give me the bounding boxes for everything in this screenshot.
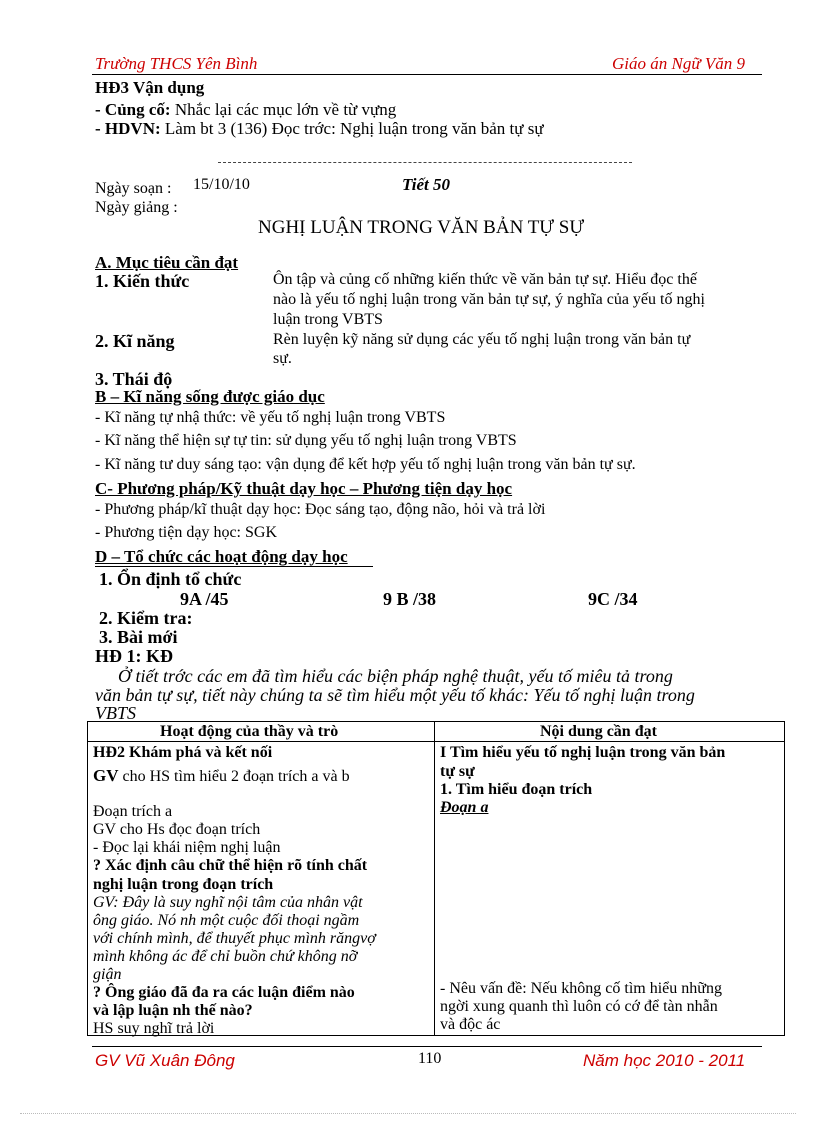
cung-co-line [95,100,396,120]
section-b-item: - Kĩ năng tự nhậ thức: về yếu tố nghị luận trong VBTS [95,409,446,426]
kien-thuc-line1: Ôn tập và củng cố những kiến thức về văn bản tự sự. Hiểu đọc thế [273,271,697,288]
bai-moi-label: 3. Bài mới [99,627,178,647]
gv-note-line: giận [93,966,122,983]
section-c-item: - Phương tiện dạy học: SGK [95,524,278,541]
ngay-soan-label: Ngày soạn : [95,180,172,197]
hdvn-label: - HDVN: [95,119,161,138]
doan-trich-a: Đoạn trích a [93,803,173,820]
ngay-soan-value: 15/10/10 [193,176,250,193]
footer-school-year: Năm học 2010 - 2011 [583,1051,746,1070]
intro-line3: VBTS [95,703,137,723]
section-b-item: - Kĩ năng tư duy sáng tạo: vận dụng để kết hợp yếu tố nghị luận trong văn bản tự sự. [95,456,636,473]
section-c-heading: C- Phương pháp/Kỹ thuật dạy học – Phương tiện dạy học [95,479,513,498]
cung-co-label: - Củng cố: [95,100,171,119]
right-section-line1: I Tìm hiểu yếu tố nghị luận trong văn bản [440,744,726,761]
on-dinh-label: 1. Ổn định tổ chức [99,569,242,589]
right-point-line: - Nêu vấn đề: Nếu không cố tìm hiểu những [440,980,722,997]
table-col1-header: Hoạt động của thầy và trò [160,723,339,740]
page-title: NGHỊ LUẬN TRONG VĂN BẢN TỰ SỰ [258,217,585,238]
tiet-number: Tiết 50 [402,175,450,194]
gv-note-line: mình không ác để chỉ buồn chứ không nỡ [93,948,358,965]
footer-rule [92,1046,762,1047]
ki-nang-line1: Rèn luyện kỹ năng sử dụng các yếu tố nghị luận trong văn bản tự [273,331,691,348]
question2-line2: và lập luận nh thế nào? [93,1002,253,1019]
question2-line1: ? Ông giáo đã đa ra các luận điểm nào [93,984,355,1001]
section-b-heading: B – Kĩ năng sống được giáo dục [95,387,325,406]
doc-lai: - Đọc lại khái niệm nghị luận [93,839,281,856]
right-subheading: 1. Tìm hiểu đoạn trích [440,781,593,798]
gv-instruction [93,766,350,786]
right-section-line2: tự sự [440,763,475,780]
page-number: 110 [418,1050,442,1067]
gv-note-line: ông giáo. Nó nh một cuộc đối thoại ngầm [93,912,360,929]
section-b-item: - Kĩ năng thể hiện sự tự tin: sử dụng yếu tố nghị luận trong VBTS [95,432,517,449]
right-point-line: ngời xung quanh thì luôn có cớ để tàn nhẫn [440,998,718,1015]
right-point-line: và độc ác [440,1016,501,1033]
hd3-heading: HĐ3 Vận dụng [95,78,205,97]
ki-nang-line2: sự. [273,350,292,367]
section-c-item: - Phương pháp/kĩ thuật dạy học: Đọc sáng tạo, động não, hỏi và trả lời [95,501,546,518]
header-school: Trường THCS Yên Bình [95,54,258,73]
thai-do-label: 3. Thái độ [95,369,173,389]
table-col2-header: Nội dung cần đạt [540,723,657,740]
gv-label: GV [93,766,119,785]
gv-read: GV cho Hs đọc đoạn trích [93,821,261,838]
section-a-heading: A. Mục tiêu cần đạt [95,253,239,272]
doan-a-label: Đoạn a [440,799,489,816]
kiem-tra-label: 2. Kiểm tra: [99,608,193,628]
gv-note-line: với chính mình, để thuyết phục mình răngvợ [93,930,376,947]
intro-line1: Ở tiết trớc các em đã tìm hiểu các biện pháp nghệ thuật, yếu tố miêu tả trong [118,666,673,686]
hd1-label: HĐ 1: KĐ [95,646,173,666]
ngay-giang-label: Ngày giảng : [95,199,178,216]
question1-line2: nghị luận trong đoạn trích [93,876,274,893]
class-9c: 9C /34 [588,589,638,609]
page-bottom-dotted [20,1113,796,1114]
ki-nang-label: 2. Kĩ năng [95,331,175,351]
header-rule [92,74,762,75]
hdvn-line [95,119,544,139]
section-d-rule [95,566,373,567]
hs-answer: HS suy nghĩ trả lời [93,1020,215,1037]
table-column-divider [434,722,435,1035]
kien-thuc-line2: nào là yếu tố nghị luận trong văn bản tự sự, ý nghĩa của yếu tố nghị [273,291,705,308]
hdvn-text: Làm bt 3 (136) Đọc trớc: Nghị luận trong văn bản tự sự [160,119,544,138]
class-9a: 9A /45 [180,589,229,609]
header-subject: Giáo án Ngữ Văn 9 [612,54,745,73]
kien-thuc-label: 1. Kiến thức [95,271,190,291]
kien-thuc-line3: luận trong VBTS [273,311,383,328]
hd2-heading: HĐ2 Khám phá và kết nối [93,744,273,761]
cung-co-text: Nhắc lại các mục lớn về từ vựng [170,100,397,119]
separator-dashed [218,162,632,163]
footer-teacher: GV Vũ Xuân Đông [95,1051,235,1070]
question1-line1: ? Xác định câu chữ thể hiện rõ tính chất [93,857,368,874]
gv-note-line: GV: Đây là suy nghĩ nội tâm của nhân vật [93,894,363,911]
table-header-divider [88,741,784,742]
gv-instruction-text: cho HS tìm hiểu 2 đoạn trích a và b [118,768,350,785]
section-d-heading: D – Tổ chức các hoạt động dạy học [95,547,348,566]
intro-line2: văn bản tự sự, tiết này chúng ta sẽ tìm hiểu một yếu tố khác: Yếu tố nghị luận trong [95,685,695,705]
class-9b: 9 B /38 [383,589,437,609]
